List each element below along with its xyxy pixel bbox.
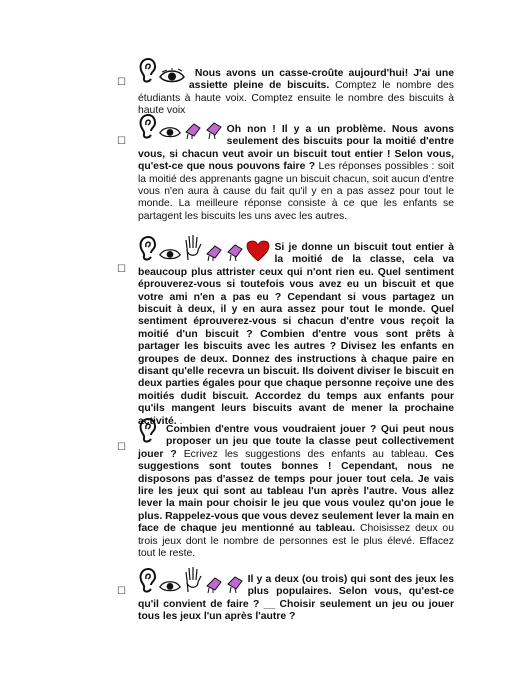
mouth-icon	[184, 120, 202, 140]
heart-icon	[246, 240, 270, 262]
hand-icon	[184, 234, 202, 262]
ear-icon	[138, 568, 156, 594]
eye-icon	[159, 578, 181, 594]
icon-group	[138, 114, 223, 140]
ear-icon	[138, 58, 156, 84]
ear-icon	[138, 114, 156, 140]
hand-icon	[184, 566, 202, 594]
bullet-glyph: ☐	[117, 136, 126, 147]
mouth-icon	[205, 574, 223, 594]
eye-icon	[159, 246, 181, 262]
icon-group	[138, 58, 185, 84]
mouth-icon	[205, 120, 223, 140]
mouth-icon	[226, 574, 244, 594]
bullet-glyph: ☐	[117, 586, 126, 597]
paragraph-text: Si je donne un biscuit tout entier à la moitié de la classe, cela va beaucoup plus attrister ceux qui n'ont rien eu. Quel sentiment éprouverez-vous si toutefois vous avez eu un biscuit et que votre ami n'en a pas eu ? Cependant si vous partagez un biscuit à deux, il y en aura assez pour tout le monde. Quel sentiment éprouverez-vous si chacun d'entre vous reçoit la moitié d'un biscuit ? Combien d'entre vous sont prêts à partager les biscuits avec les autres ? Divisez les enfants en groupes de deux. Donnez des instructions à chaque paire en disant qu'elle recevra un biscuit. Ils doivent diviser le biscuit en deux parties égales pour que chaque personne reçoive une des moitiés dudit biscuit. Accordez du temps aux enfants pour qu'ils mangent leurs biscuits avant de mener la prochaine activité. .	[138, 242, 454, 428]
icon-group	[138, 566, 244, 588]
mouth-icon	[226, 242, 244, 262]
mouth-icon	[205, 242, 223, 262]
eye-icon	[159, 68, 185, 84]
ear-icon	[138, 418, 156, 444]
bullet-glyph: ☐	[117, 77, 126, 88]
bullet-glyph: ☐	[117, 264, 126, 275]
ear-icon	[138, 236, 156, 262]
paragraph-text: Il y a deux (ou trois) qui sont des jeux les plus populaires. Selon vous, qu'est-ce qu'il convient de faire ? __ Choisir seulement un jeu ou jouer tous les jeux l'un après l'autre ?	[138, 574, 454, 624]
paragraph-text: Nous avons un casse-croûte aujourd'hui! J'ai une assiette pleine de biscuits. Comptez le nombre des étudiants à haute voix. Comptez ensuite le nombre des biscuits à haute voix	[138, 68, 454, 118]
bullet-glyph: ☐	[117, 442, 126, 453]
icon-group	[138, 418, 156, 444]
icon-group	[138, 234, 270, 264]
paragraph-text: Combien d'entre vous voudraient jouer ? Qui peut nous proposer un jeu que toute la classe peut collectivement jouer ? Ecrivez les suggestions des enfants au tableau. Ces suggestions sont toutes bonnes ! Cependant, nous ne disposons pas d'assez de temps pour jouer tout cela. Je vais lire les jeux qui sont au tableau l'un après l'autre. Vous allez lever la main pour choisir le jeu que vous voulez qu'on joue le plus. Rappelez-vous que vous devez seulement lever la main en face de chaque jeu mentionné au tableau. Choisissez deux ou trois jeux dont le nombre de personnes est le plus élevé. Effacez tout le reste.	[138, 424, 454, 560]
paragraph-text: Oh non ! Il y a un problème. Nous avons seulement des biscuits pour la moitié d'entre vous, si chacun veut avoir un biscuit tout entier ! Selon vous, qu'est-ce que nous pouvons faire ? Les réponses possibles : soit la moitié des apprenants gagne un biscuit chacun, soit aucun d'entre vous n'en aura à cause du fait qu'il y en a pas assez pour tout le monde. La meilleure réponse consiste à ce que les enfants se partagent les biscuits les uns avec les autres.	[138, 124, 454, 223]
eye-icon	[159, 124, 181, 140]
